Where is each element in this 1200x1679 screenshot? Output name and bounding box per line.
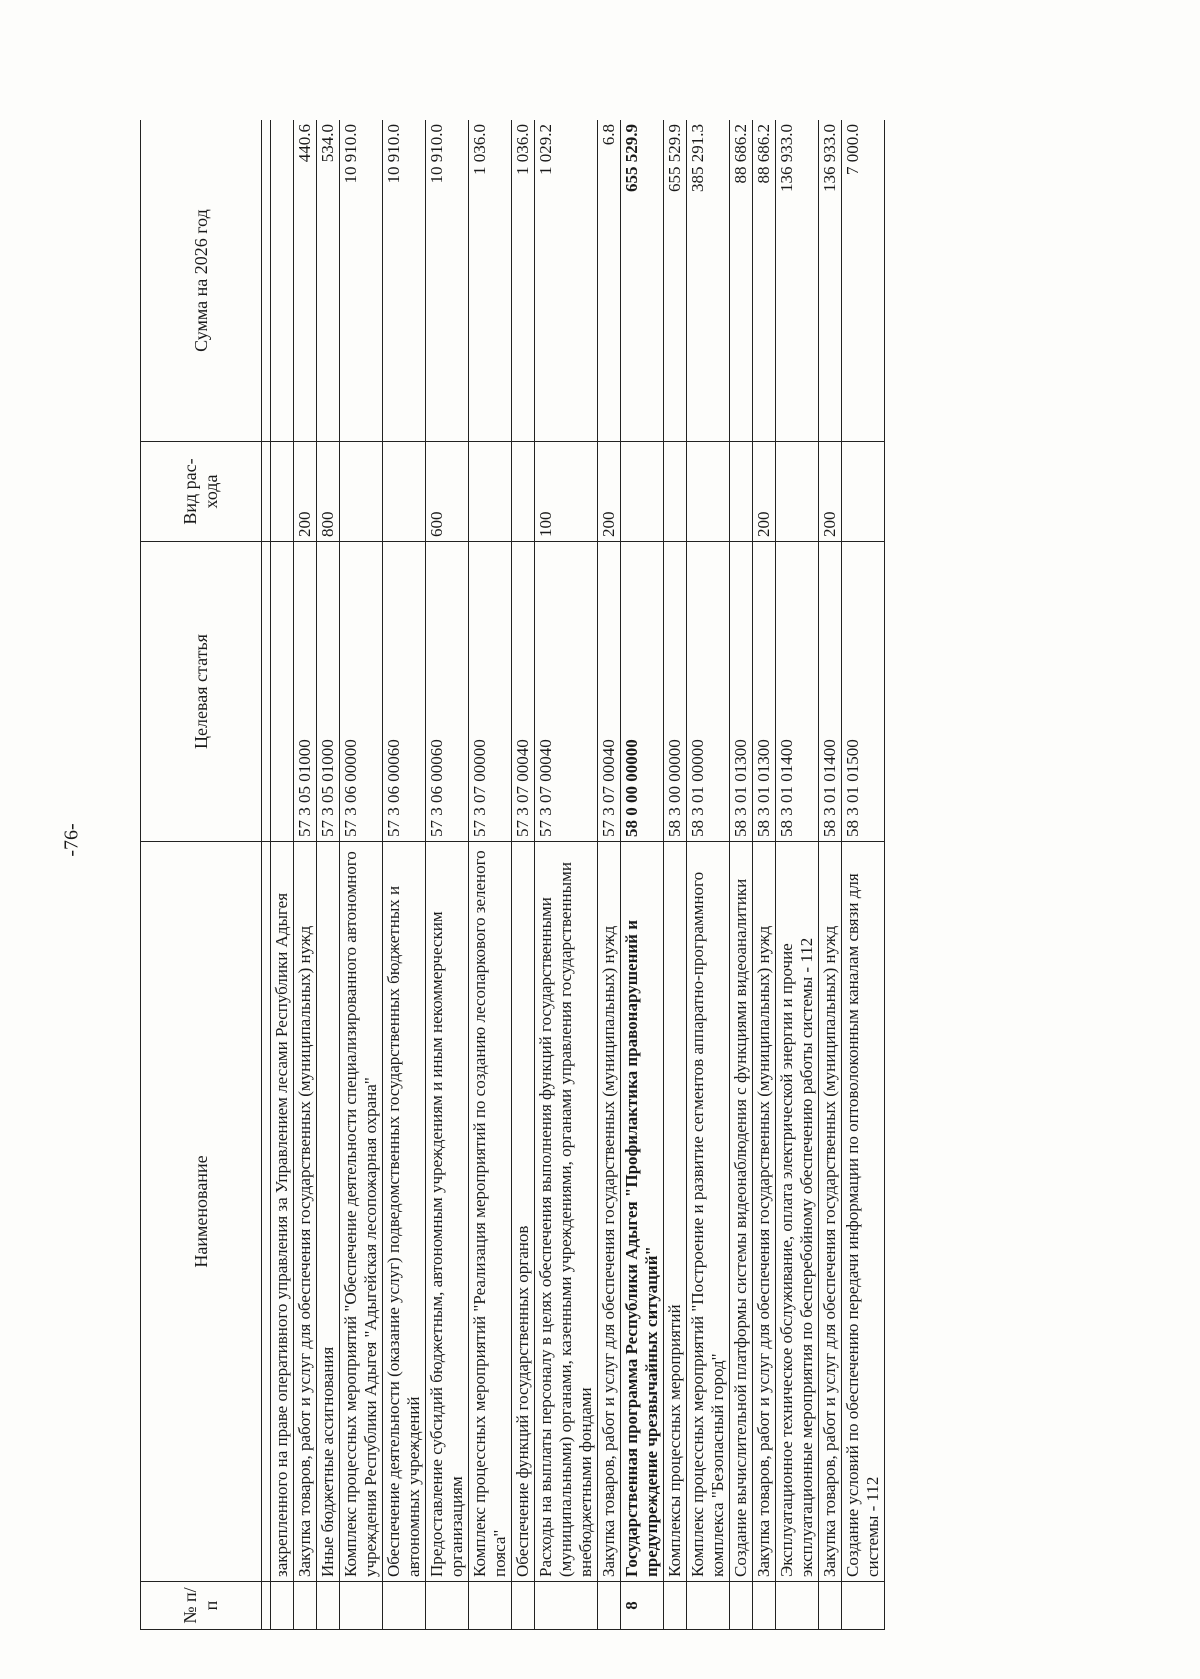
table-row: [730, 120, 753, 1630]
row-num-cell: [819, 1582, 842, 1630]
header-article: Целевая статья: [141, 542, 262, 842]
row-article-cell: 58 3 01 01300: [753, 542, 776, 842]
row-name-cell: Комплекс процессных мероприятий "Реализация мероприятий по созданию лесопаркового зеленого пояса": [469, 842, 512, 1582]
row-sum-cell: 10 910.0: [340, 120, 383, 442]
table-row: [598, 120, 621, 1630]
row-num-cell: [598, 1582, 621, 1630]
row-sum-cell: 440.6: [294, 120, 317, 442]
row-name-cell: Эксплуатационное техническое обслуживание, оплата электрической энергии и прочие эксплуатационные мероприятия по бесперебойному обеспечению работы системы - 112: [776, 842, 819, 1582]
row-sum-cell: 7 000.0: [842, 120, 885, 442]
row-name-cell: Закупка товаров, работ и услуг для обеспечения государственных (муниципальных) нужд: [598, 842, 621, 1582]
row-sum-cell: [271, 120, 294, 442]
spacer-cell: [262, 1582, 271, 1630]
row-kind-cell: 200: [819, 442, 842, 542]
row-kind-cell: 600: [426, 442, 469, 542]
table-row: [383, 120, 426, 1630]
row-sum-cell: 88 686.2: [753, 120, 776, 442]
row-kind-cell: [776, 442, 819, 542]
row-kind-cell: [621, 442, 664, 542]
row-article-cell: 57 3 06 00060: [426, 542, 469, 842]
row-article-cell: 57 3 06 00000: [340, 542, 383, 842]
rotated-table: [140, 120, 1030, 1630]
row-name-cell: Комплекс процессных мероприятий "Построение и развитие сегментов аппаратно-программного комплекса "Безопасный город": [687, 842, 730, 1582]
table-row: [842, 120, 885, 1630]
row-kind-cell: [340, 442, 383, 542]
row-kind-cell: 200: [598, 442, 621, 542]
row-kind-cell: 200: [753, 442, 776, 542]
table-row: [271, 120, 294, 1630]
row-article-cell: 58 0 00 00000: [621, 542, 664, 842]
row-num-cell: [842, 1582, 885, 1630]
table-row: [664, 120, 687, 1630]
row-name-cell: Закупка товаров, работ и услуг для обеспечения государственных (муниципальных) нужд: [819, 842, 842, 1582]
row-sum-cell: 1 036.0: [469, 120, 512, 442]
row-article-cell: 57 3 07 00040: [598, 542, 621, 842]
row-num-cell: [469, 1582, 512, 1630]
row-name-cell: Создание вычислительной платформы системы видеонаблюдения с функциями видеоаналитики: [730, 842, 753, 1582]
row-sum-cell: 1 029.2: [535, 120, 598, 442]
header-spacer-row: [262, 120, 271, 1630]
row-num-cell: [664, 1582, 687, 1630]
row-num-cell: [426, 1582, 469, 1630]
row-article-cell: 57 3 07 00000: [469, 542, 512, 842]
row-sum-cell: 1 036.0: [512, 120, 535, 442]
row-kind-cell: 800: [317, 442, 340, 542]
row-name-cell: Создание условий по обеспечению передачи информации по оптоволоконным каналам связи для системы - 112: [842, 842, 885, 1582]
row-num-cell: [730, 1582, 753, 1630]
spacer-cell: [262, 442, 271, 542]
row-num-cell: 8: [621, 1582, 664, 1630]
row-num-cell: [340, 1582, 383, 1630]
row-article-cell: 58 3 01 00000: [687, 542, 730, 842]
row-num-cell: [535, 1582, 598, 1630]
row-num-cell: [294, 1582, 317, 1630]
row-kind-cell: [842, 442, 885, 542]
row-name-cell: закрепленного на праве оперативного управления за Управлением лесами Республики Адыгея: [271, 842, 294, 1582]
row-sum-cell: 655 529.9: [664, 120, 687, 442]
row-num-cell: [776, 1582, 819, 1630]
row-kind-cell: [512, 442, 535, 542]
row-name-cell: Закупка товаров, работ и услуг для обеспечения государственных (муниципальных) нужд: [753, 842, 776, 1582]
table-row: [776, 120, 819, 1630]
spacer-cell: [262, 842, 271, 1582]
row-name-cell: Комплексы процессных мероприятий: [664, 842, 687, 1582]
table-row: [426, 120, 469, 1630]
table-header-row: [141, 120, 262, 1630]
spacer-cell: [262, 120, 271, 442]
row-kind-cell: [687, 442, 730, 542]
row-sum-cell: 385 291.3: [687, 120, 730, 442]
row-sum-cell: 6.8: [598, 120, 621, 442]
row-kind-cell: 200: [294, 442, 317, 542]
row-name-cell: Обеспечение деятельности (оказание услуг) подведомственных государственных бюджетных и автономных учреждений: [383, 842, 426, 1582]
row-sum-cell: 10 910.0: [383, 120, 426, 442]
row-num-cell: [383, 1582, 426, 1630]
table-row: [340, 120, 383, 1630]
header-name: Наименование: [141, 842, 262, 1582]
table-row: [819, 120, 842, 1630]
row-name-cell: Предоставление субсидий бюджетным, автономным учреждениям и иным некоммерческим организациям: [426, 842, 469, 1582]
table-row: [317, 120, 340, 1630]
row-sum-cell: 136 933.0: [776, 120, 819, 442]
row-article-cell: 57 3 07 00040: [512, 542, 535, 842]
table-row: [687, 120, 730, 1630]
row-kind-cell: [469, 442, 512, 542]
row-name-cell: Обеспечение функций государственных органов: [512, 842, 535, 1582]
row-num-cell: [512, 1582, 535, 1630]
row-name-cell: Расходы на выплаты персоналу в целях обеспечения выполнения функций государственными (муниципальными) органами, казенными учреждениями, органами управления государственными внебюджетными фондами: [535, 842, 598, 1582]
row-sum-cell: 655 529.9: [621, 120, 664, 442]
row-num-cell: [271, 1582, 294, 1630]
table-container: [140, 120, 1030, 1630]
row-kind-cell: 100: [535, 442, 598, 542]
header-sum: Сумма на 2026 год: [141, 120, 262, 442]
row-sum-cell: 88 686.2: [730, 120, 753, 442]
row-kind-cell: [730, 442, 753, 542]
row-num-cell: [687, 1582, 730, 1630]
table-row: [512, 120, 535, 1630]
header-num: № п/п: [141, 1582, 262, 1630]
row-name-cell: Иные бюджетные ассигнования: [317, 842, 340, 1582]
header-kind: Вид рас-хода: [141, 442, 262, 542]
row-kind-cell: [271, 442, 294, 542]
row-sum-cell: 136 933.0: [819, 120, 842, 442]
table-row: [294, 120, 317, 1630]
row-article-cell: 57 3 05 01000: [317, 542, 340, 842]
row-article-cell: [271, 542, 294, 842]
row-article-cell: 57 3 06 00060: [383, 542, 426, 842]
table-row: [621, 120, 664, 1630]
row-article-cell: 58 3 01 01300: [730, 542, 753, 842]
row-num-cell: [753, 1582, 776, 1630]
row-kind-cell: [383, 442, 426, 542]
page-number: -76-: [60, 823, 83, 857]
row-article-cell: 58 3 01 01400: [776, 542, 819, 842]
row-article-cell: 57 3 07 00040: [535, 542, 598, 842]
row-name-cell: Государственная программа Республики Адыгея "Профилактика правонарушений и предупреждение чрезвычайных ситуаций": [621, 842, 664, 1582]
table-row: [753, 120, 776, 1630]
row-article-cell: 58 3 00 00000: [664, 542, 687, 842]
table-body: [271, 120, 885, 1630]
row-kind-cell: [664, 442, 687, 542]
row-num-cell: [317, 1582, 340, 1630]
row-sum-cell: 534.0: [317, 120, 340, 442]
row-article-cell: 58 3 01 01400: [819, 542, 842, 842]
table-row: [535, 120, 598, 1630]
budget-table: [140, 120, 885, 1630]
row-name-cell: Закупка товаров, работ и услуг для обеспечения государственных (муниципальных) нужд: [294, 842, 317, 1582]
row-article-cell: 57 3 05 01000: [294, 542, 317, 842]
table-row: [469, 120, 512, 1630]
row-name-cell: Комплекс процессных мероприятий "Обеспечение деятельности специализированного автономного учреждения Республики Адыгея "Адыгейская лесопожарная охрана": [340, 842, 383, 1582]
row-sum-cell: 10 910.0: [426, 120, 469, 442]
row-article-cell: 58 3 01 01500: [842, 542, 885, 842]
spacer-cell: [262, 542, 271, 842]
